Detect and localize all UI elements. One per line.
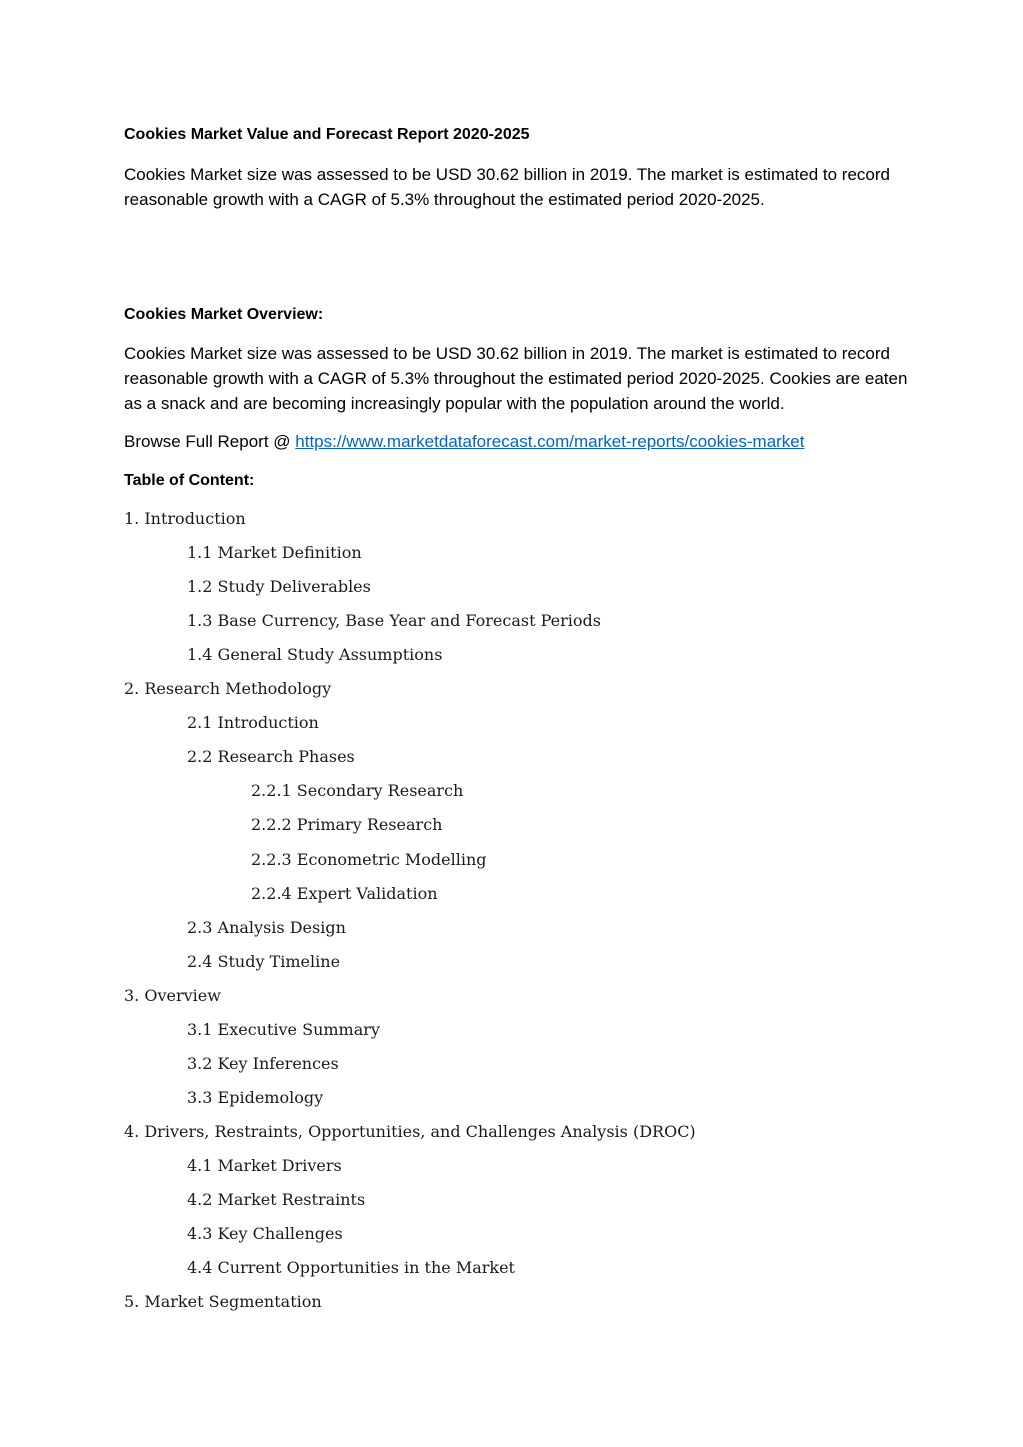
toc-item: 2.2.2 Primary Research (251, 815, 443, 834)
toc-item: 2.1 Introduction (187, 713, 319, 732)
toc-item: 2.4 Study Timeline (187, 952, 341, 971)
toc-item: 4.1 Market Drivers (187, 1156, 342, 1175)
toc-item: 3.1 Executive Summary (187, 1020, 380, 1039)
toc-heading: Table of Content: (124, 472, 255, 489)
intro-paragraph: Cookies Market size was assessed to be USD 30.62 billion in 2019. The market is estimated to record reasonable growth with a CAGR of 5.3% throughout the estimated period 2020-2025. (124, 165, 890, 209)
toc-item: 4.2 Market Restraints (187, 1190, 366, 1209)
overview-heading: Cookies Market Overview: (124, 306, 324, 323)
toc-item: 1. Introduction (124, 509, 246, 528)
toc-item: 4. Drivers, Restraints, Opportunities, and Challenges Analysis (DROC) (124, 1122, 696, 1141)
toc-item: 1.2 Study Deliverables (187, 577, 371, 596)
toc-item: 2.2.1 Secondary Research (251, 781, 464, 800)
toc-item: 1.4 General Study Assumptions (187, 645, 443, 664)
page-title: Cookies Market Value and Forecast Report 2020-2025 (124, 126, 530, 143)
toc-item: 2.2.3 Econometric Modelling (251, 850, 487, 869)
overview-paragraph: Cookies Market size was assessed to be USD 30.62 billion in 2019. The market is estimated to record reasonable growth with a CAGR of 5.3% throughout the estimated period 2020-2025. Cookies are eaten as a snack and are becoming increasingly popular with the population around the world. (124, 344, 908, 413)
toc-item: 3. Overview (124, 986, 221, 1005)
toc-item: 1.1 Market Definition (187, 543, 362, 562)
toc-item: 4.3 Key Challenges (187, 1224, 343, 1243)
toc-item: 2. Research Methodology (124, 679, 332, 698)
toc-item: 3.2 Key Inferences (187, 1054, 339, 1073)
toc-item: 2.2.4 Expert Validation (251, 884, 438, 903)
toc-item: 3.3 Epidemology (187, 1088, 324, 1107)
toc-item: 2.2 Research Phases (187, 747, 355, 766)
browse-label: Browse Full Report @ (124, 432, 296, 451)
browse-line (124, 431, 805, 453)
toc-item: 5. Market Segmentation (124, 1292, 322, 1311)
toc-item: 2.3 Analysis Design (187, 918, 346, 937)
toc-item: 4.4 Current Opportunities in the Market (187, 1258, 515, 1277)
toc-item: 1.3 Base Currency, Base Year and Forecast Periods (187, 611, 601, 630)
report-link[interactable]: https://www.marketdataforecast.com/market-reports/cookies-market (295, 432, 805, 451)
